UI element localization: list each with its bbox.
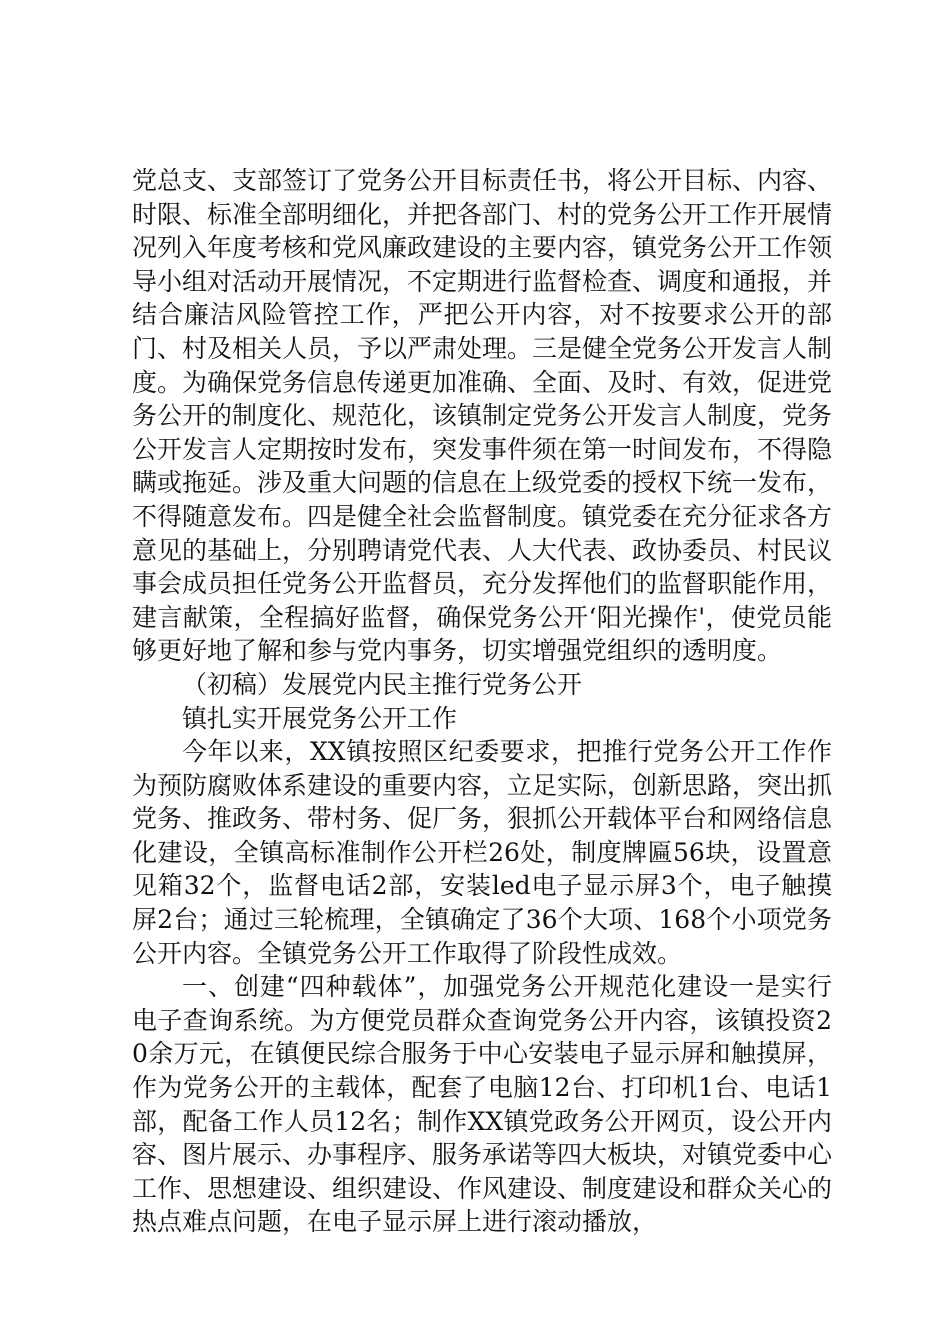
paragraph-section-one: 一、创建“四种载体”，加强党务公开规范化建设一是实行电子查询系统。为方便党员群众查询党务公开内容，该镇投资20余万元，在镇便民综合服务于中心安装电子显示屏和触摸屏，作为党务公开的主载体，配套了电脑12台、打印机1台、电话1部，配备工作人员12名；制作XX镇党政务公开网页，设公开内容、图片展示、办事程序、服务承诺等四大板块，对镇党委中心工作、思想建设、组织建设、作风建设、制度建设和群众关心的热点难点问题，在电子显示屏上进行滚动播放， <box>132 972 833 1237</box>
paragraph-subtitle: 镇扎实开展党务公开工作 <box>182 703 458 733</box>
paragraph-draft-title: （初稿）发展党内民主推行党务公开 <box>182 669 583 699</box>
document-body <box>132 164 832 1239</box>
paragraph-overview: 今年以来，XX镇按照区纪委要求，把推行党务公开工作作为预防腐败体系建设的重要内容，立足实际，创新思路，突出抓党务、推政务、带村务、促厂务，狠抓公开载体平台和网络信息化建设，全镇高标准制作公开栏26处，制度牌匾56块，设置意见箱32个，监督电话2部，安装led电子显示屏3个，电子触摸屏2台；通过三轮梳理，全镇确定了36个大项、168个小项党务公开内容。全镇党务公开工作取得了阶段性成效。 <box>132 737 833 968</box>
paragraph-responsibility-system: 党总支、支部签订了党务公开目标责任书，将公开目标、内容、时限、标准全部明细化，并把各部门、村的党务公开工作开展情况列入年度考核和党风廉政建设的主要内容，镇党务公开工作领导小组对活动开展情况，不定期进行监督检查、调度和通报，并结合廉洁风险管控工作，严把公开内容，对不按要求公开的部门、村及相关人员，予以严肃处理。三是健全党务公开发言人制度。为确保党务信息传递更加准确、全面、及时、有效，促进党务公开的制度化、规范化，该镇制定党务公开发言人制度，党务公开发言人定期按时发布，突发事件须在第一时间发布，不得隐瞒或拖延。涉及重大问题的信息在上级党委的授权下统一发布，不得随意发布。四是健全社会监督制度。镇党委在充分征求各方意见的基础上，分别聘请党代表、人大代表、政协委员、村民议事会成员担任党务公开监督员，充分发挥他们的监督职能作用，建言献策，全程搞好监督，确保党务公开‘阳光操作'，使党员能够更好地了解和参与党内事务，切实增强党组织的透明度。 <box>132 166 833 666</box>
